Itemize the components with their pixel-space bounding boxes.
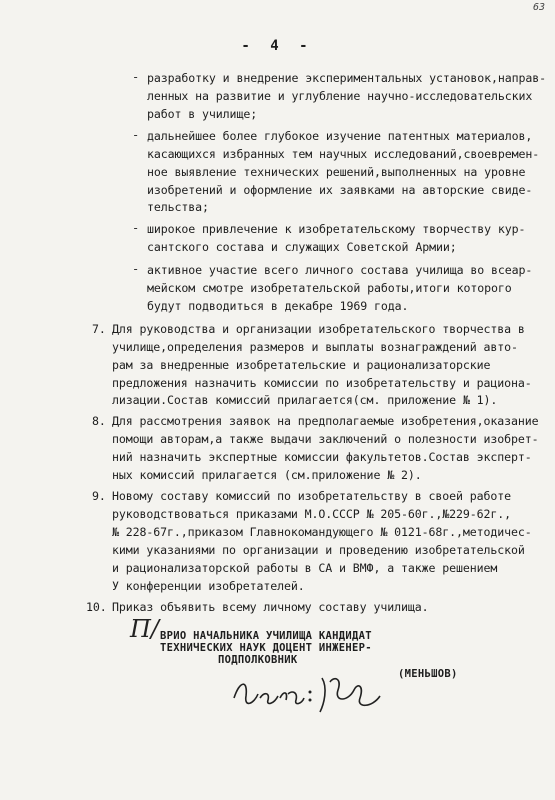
text-line: У конференции изобретателей. (112, 579, 305, 593)
text-line: работ в училище; (147, 107, 258, 121)
text-line: тельства; (147, 200, 209, 214)
text-line: лизации.Состав комиссий прилагается(см. приложение № 1). (112, 393, 498, 407)
item-number: 8. (92, 414, 106, 428)
archive-page-number: 63 (532, 2, 545, 13)
text-line: Приказ объявить всему личному составу училища. (112, 600, 429, 614)
text-line: кими указаниями по организации и проведению изобретательской (112, 543, 525, 557)
text-line: дальнейшее более глубокое изучение патентных материалов, (147, 129, 533, 143)
text-line: руководствоваться приказами М.О.СССР № 205-60г.,№229-62г., (112, 507, 512, 521)
page-number: - 4 - (241, 38, 314, 54)
signatory-rank: ПОДПОЛКОВНИК (218, 654, 298, 666)
signatory-name: (МЕНЬШОВ) (398, 668, 458, 680)
text-line: активное участие всего личного состава училища во всеар- (147, 263, 533, 277)
text-line: широкое привлечение к изобретательскому творчеству кур- (147, 222, 526, 236)
item-number: 10. (86, 600, 107, 614)
signatory-title: ТЕХНИЧЕСКИХ НАУК ДОЦЕНТ ИНЖЕНЕР- (160, 642, 372, 654)
text-line: разработку и внедрение экспериментальных установок,направ- (147, 71, 547, 85)
handwritten-signature-icon (230, 668, 390, 718)
text-line: предложения назначить комиссии по изобретательству и рациона- (112, 376, 532, 390)
handwritten-certification (230, 668, 390, 722)
text-line: мейском смотре изобретательской работы,итоги которого (147, 281, 512, 295)
text-line: ний назначить экспертные комиссии факультетов.Состав эксперт- (112, 450, 532, 464)
text-line: Для рассмотрения заявок на предполагаемые изобретения,оказание (112, 414, 539, 428)
text-line: касающихся избранных тем научных исследований,своевремен- (147, 147, 540, 161)
text-line: и рационализаторской работы в СА и ВМФ, а также решением (112, 561, 498, 575)
text-line: сантского состава и служащих Советской Армии; (147, 240, 457, 254)
text-line: училище,определения размеров и выплаты вознаграждений авто- (112, 340, 518, 354)
text-line: изобретений и оформление их заявками на авторские свиде- (147, 183, 533, 197)
text-line: ных комиссий прилагается (см.приложение № 2). (112, 468, 422, 482)
text-line: будут подводиться в декабре 1969 года. (147, 299, 409, 313)
signatory-title: ВРИО НАЧАЛЬНИКА УЧИЛИЩА КАНДИДАТ (160, 630, 372, 642)
item-number: 9. (92, 489, 106, 503)
item-number: 7. (92, 322, 106, 336)
bullet-dash: - (132, 70, 140, 84)
text-line: ленных на развитие и углубление научно-исследовательских (147, 89, 533, 103)
text-line: рам за внедренные изобретательские и рационализаторские (112, 358, 491, 372)
bullet-dash: - (132, 128, 140, 142)
text-line: помощи авторам,а также выдачи заключений о полезности изобрет- (112, 432, 539, 446)
bullet-dash: - (132, 221, 140, 235)
bullet-dash: - (132, 262, 140, 276)
text-line: ное выявление технических решений,выполненных на уровне (147, 165, 526, 179)
text-line: Новому составу комиссий по изобретательству в своей работе (112, 489, 512, 503)
signature-mark: П/ (130, 615, 160, 643)
text-line: № 228-67г.,приказом Главнокомандующего № 0121-68г.,методичес- (112, 525, 532, 539)
text-line: Для руководства и организации изобретательского творчества в (112, 322, 525, 336)
